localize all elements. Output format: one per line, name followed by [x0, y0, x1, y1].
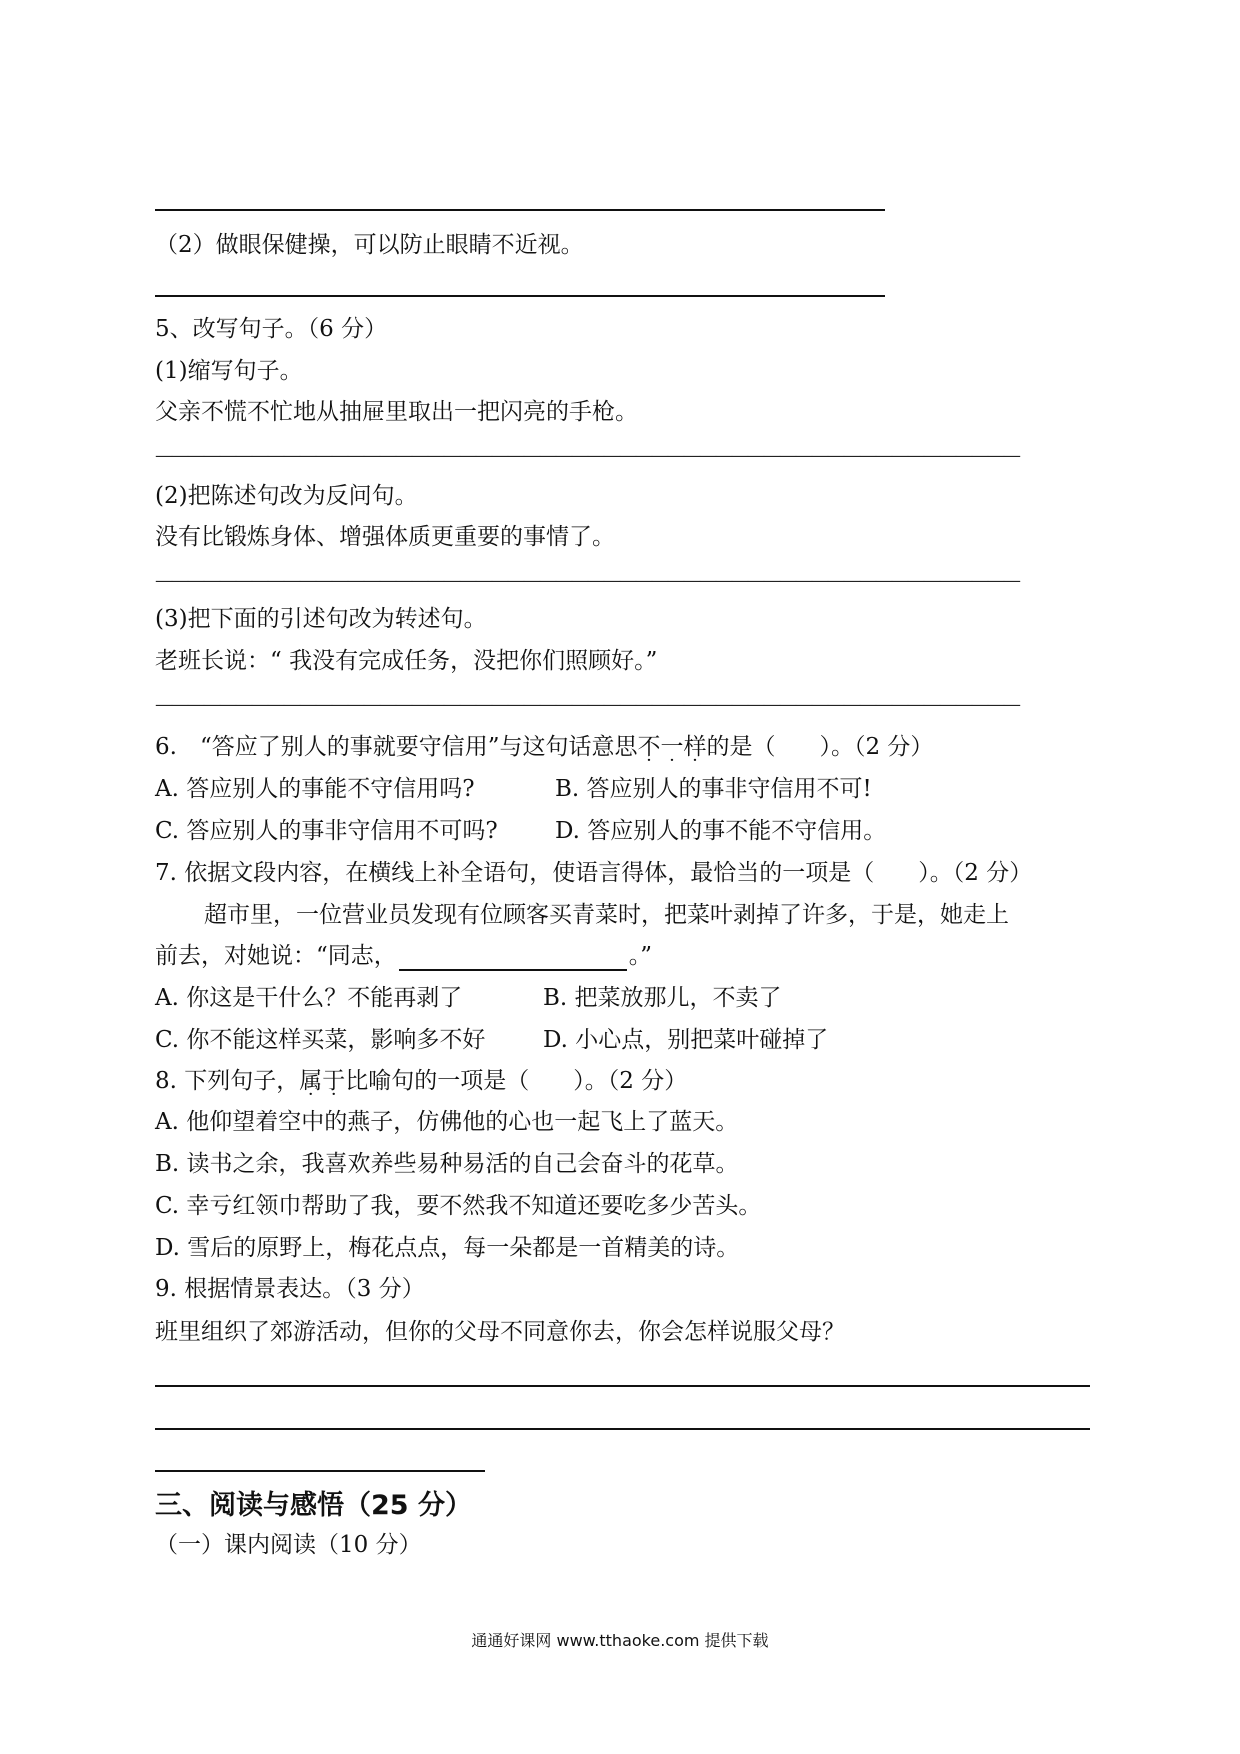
option-b: B. 读书之余，我喜欢养些易种易活的自己会奋斗的花草。 [155, 1151, 739, 1177]
question-item: （2）做眼保健操，可以防止眼睛不近视。 [155, 232, 584, 258]
answer-line [155, 1385, 1090, 1387]
option-c: C. 答应别人的事非守信用不可吗? [155, 818, 498, 844]
sub-question-text: 父亲不慌不忙地从抽屉里取出一把闪亮的手枪。 [155, 399, 638, 425]
question-text: 班里组织了郊游活动，但你的父母不同意你去，你会怎样说服父母？ [155, 1319, 845, 1345]
option-b: B. 答应别人的事非守信用不可! [555, 776, 872, 802]
option-a: A. 答应别人的事能不守信用吗? [155, 776, 475, 802]
question-score: ）。（2 分） [918, 860, 1033, 886]
option-d: D. 雪后的原野上，梅花点点，每一朵都是一首精美的诗。 [155, 1235, 740, 1261]
option-a: A. 你这是干什么？不能再剥了 [155, 985, 463, 1011]
question-score: ）。（2 分） [819, 734, 934, 760]
section-title: 三、阅读与感悟（25 分） [155, 1490, 472, 1521]
question-stem: 的是（ [706, 734, 776, 760]
question-title: 9. 根据情景表达。（3 分） [155, 1276, 425, 1302]
question-score: ）。（2 分） [573, 1068, 688, 1094]
answer-line [155, 295, 885, 297]
emphasis-char: 属 [299, 1068, 323, 1094]
option-d: D. 答应别人的事不能不守信用。 [555, 818, 887, 844]
option-d: D. 小心点，别把菜叶碰掉了 [543, 1027, 829, 1053]
answer-dash-line: —————————————————————————————————————————————————————— [155, 570, 1019, 591]
question-title [155, 858, 1032, 888]
sub-question-text: 老班长说：“ 我没有完成任务，没把你们照顾好。” [155, 648, 658, 674]
option-c: C. 幸亏红领巾帮助了我，要不然我不知道还要吃多少苦头。 [155, 1193, 762, 1219]
emphasis-char: 于 [322, 1068, 346, 1094]
question-title: 5、改写句子。（6 分） [155, 316, 388, 342]
option-c: C. 你不能这样买菜，影响多不好 [155, 1027, 486, 1053]
answer-dash-line: —————————————————————————————————————————————————————— [155, 694, 1019, 715]
question-stem: 7. 依据文段内容，在横线上补全语句，使语言得体，最恰当的一项是（ [155, 860, 875, 886]
section-divider [155, 1470, 485, 1472]
passage-text-part: 前去，对她说：“同志， [155, 943, 397, 969]
sub-question-label: (3)把下面的引述句改为转述句。 [155, 606, 487, 632]
passage-text: 超市里，一位营业员发现有位顾客买青菜时，把菜叶剥掉了许多，于是，她走上 [204, 902, 1009, 928]
question-title [155, 732, 933, 762]
sub-question-label: (1)缩写句子。 [155, 358, 303, 384]
answer-line [155, 1428, 1090, 1430]
emphasis-char: 样 [683, 734, 707, 760]
emphasis-char: 不 [637, 734, 661, 760]
option-a: A. 他仰望着空中的燕子，仿佛他的心也一起飞上了蓝天。 [155, 1109, 739, 1135]
question-stem: 比喻句的一项是（ [345, 1068, 530, 1094]
emphasis-char: 一 [660, 734, 684, 760]
question-stem: 6. “答应了别人的事就要守信用”与这句话意思 [155, 734, 638, 760]
fill-blank [399, 947, 627, 971]
question-title [155, 1066, 687, 1096]
passage-text [155, 941, 652, 971]
sub-question-text: 没有比锻炼身体、增强体质更重要的事情了。 [155, 524, 615, 550]
sub-question-label: (2)把陈述句改为反问句。 [155, 483, 418, 509]
page-footer: 通通好课网 www.tthaoke.com 提供下载 [471, 1631, 769, 1650]
sub-section-title: （一）课内阅读（10 分） [155, 1532, 422, 1558]
option-b: B. 把菜放那儿，不卖了 [543, 985, 782, 1011]
question-stem: 8. 下列句子， [155, 1068, 300, 1094]
answer-line [155, 209, 885, 211]
passage-text-part: 。” [628, 943, 653, 969]
answer-dash-line: —————————————————————————————————————————————————————— [155, 445, 1019, 466]
